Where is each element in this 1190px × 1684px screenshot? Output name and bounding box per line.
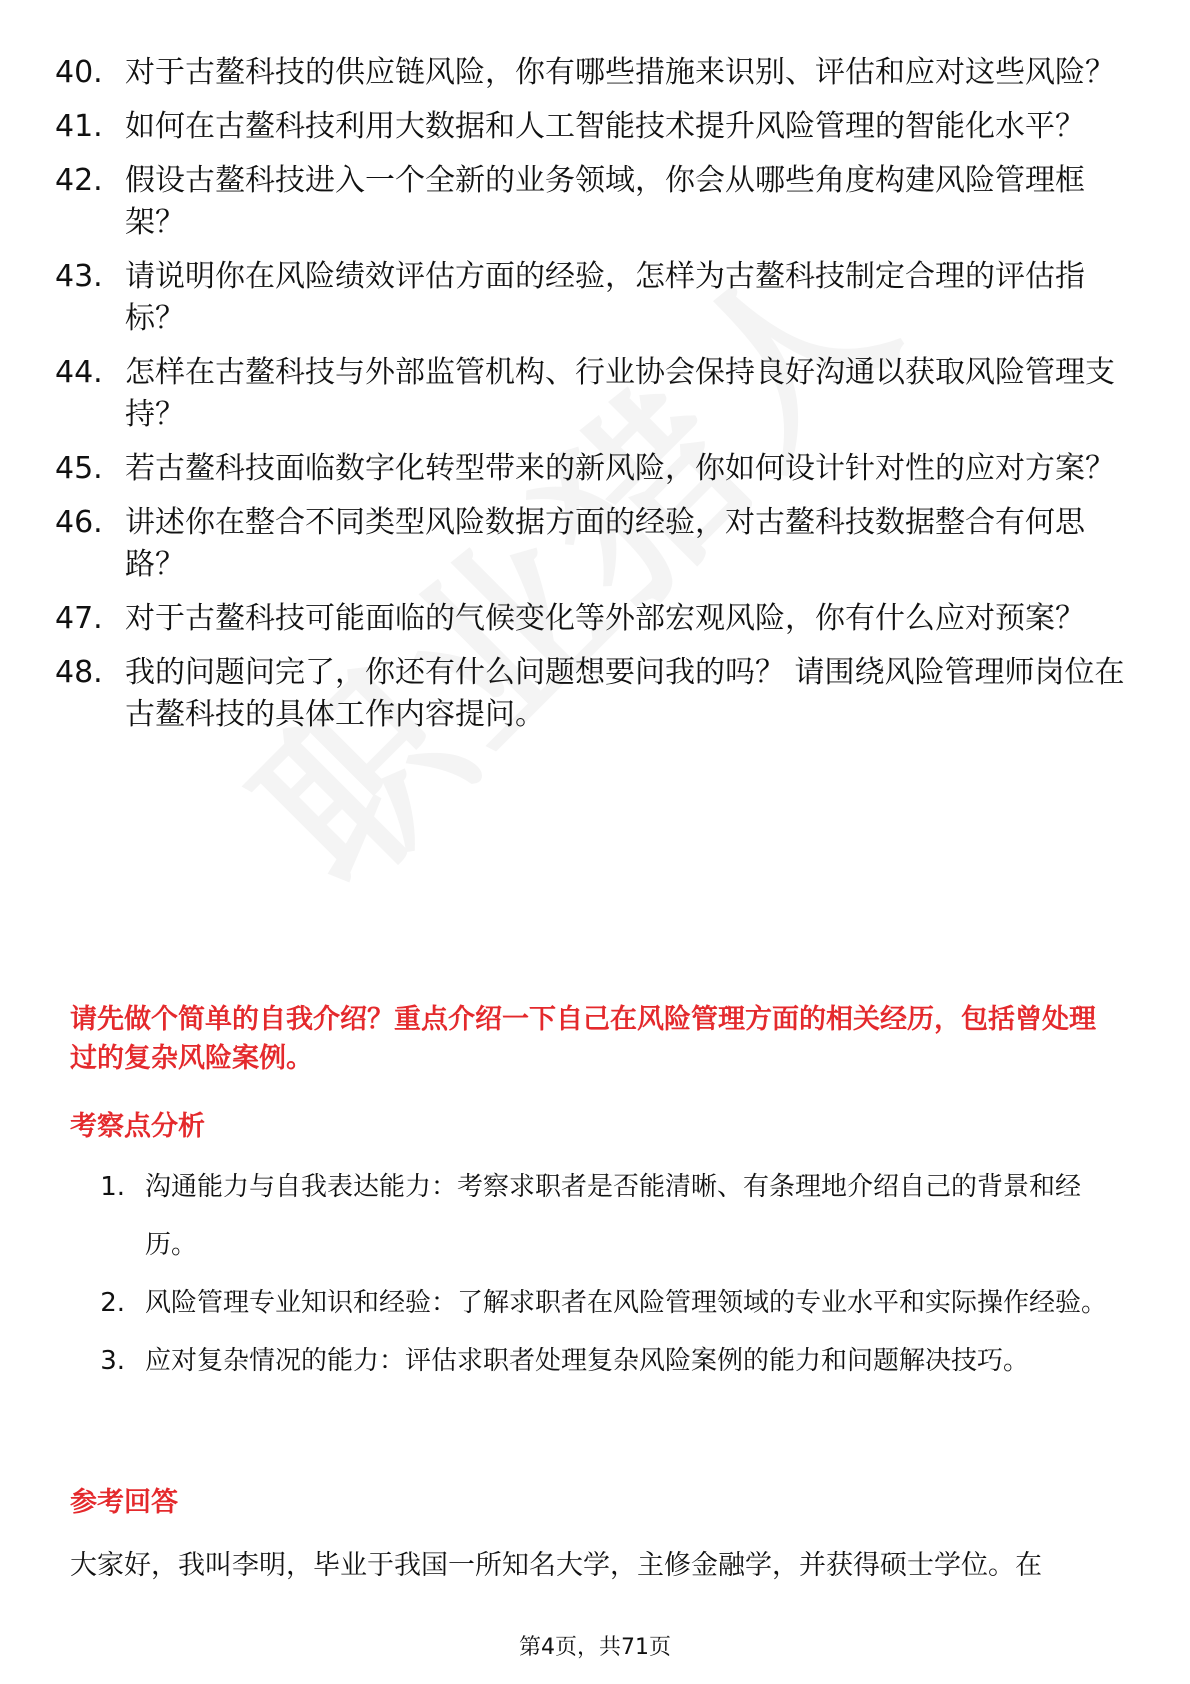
question-number: 44.: [55, 355, 103, 390]
question-text: 对于古鳌科技可能面临的气候变化等外部宏观风险，你有什么应对预案？: [125, 601, 1085, 636]
analysis-list: [70, 1158, 1130, 1390]
page-footer: 第4页，共71页: [519, 1635, 671, 1660]
analysis-text: 应对复杂情况的能力：评估求职者处理复杂风险案例的能力和问题解决技巧。: [145, 1346, 1030, 1376]
analysis-text: 风险管理专业知识和经验：了解求职者在风险管理领域的专业水平和实际操作经验。: [145, 1288, 1108, 1318]
question-text: 假设古鳌科技进入一个全新的业务领域，你会从哪些角度构建风险管理框架？: [125, 163, 1085, 240]
question-text: 若古鳌科技面临数字化转型带来的新风险，你如何设计针对性的应对方案？: [125, 451, 1115, 486]
question-item: [55, 448, 1135, 490]
question-text: 我的问题问完了，你还有什么问题想要问我的吗？ 请围绕风险管理师岗位在古鳌科技的具体工作内容提问。: [125, 655, 1125, 732]
question-item: [55, 352, 1135, 436]
question-number: 40.: [55, 55, 103, 90]
question-number: 48.: [55, 655, 103, 690]
question-number: 45.: [55, 451, 103, 486]
question-number: 42.: [55, 163, 103, 198]
question-number: 47.: [55, 601, 103, 636]
answer-text: 大家好，我叫李明，毕业于我国一所知名大学，主修金融学，并获得硕士学位。在: [70, 1550, 1042, 1581]
analysis-number: 1.: [100, 1172, 125, 1202]
question-item: [55, 52, 1135, 94]
answer-title: 参考回答: [70, 1487, 178, 1518]
question-item: [55, 256, 1135, 340]
analysis-item: [70, 1332, 1130, 1390]
question-number: 43.: [55, 259, 103, 294]
question-number: 46.: [55, 505, 103, 540]
analysis-number: 2.: [100, 1288, 125, 1318]
question-text: 讲述你在整合不同类型风险数据方面的经验，对古鳌科技数据整合有何思路？: [125, 505, 1085, 582]
question-item: [55, 652, 1135, 736]
analysis-text: 沟通能力与自我表达能力：考察求职者是否能清晰、有条理地介绍自己的背景和经历。: [145, 1172, 1082, 1260]
question-item: [55, 502, 1135, 586]
question-item: [55, 106, 1135, 148]
question-item: [55, 598, 1135, 640]
question-item: [55, 160, 1135, 244]
question-number: 41.: [55, 109, 103, 144]
question-text: 如何在古鳌科技利用大数据和人工智能技术提升风险管理的智能化水平？: [125, 109, 1085, 144]
analysis-title: 考察点分析: [70, 1111, 205, 1142]
question-text: 对于古鳌科技的供应链风险，你有哪些措施来识别、评估和应对这些风险？: [125, 55, 1115, 90]
question-text: 请说明你在风险绩效评估方面的经验，怎样为古鳌科技制定合理的评估指标？: [125, 259, 1085, 336]
analysis-item: [70, 1274, 1130, 1332]
analysis-number: 3.: [100, 1346, 125, 1376]
interview-question-heading: 请先做个简单的自我介绍？重点介绍一下自己在风险管理方面的相关经历，包括曾处理过的复杂风险案例。: [70, 1004, 1096, 1074]
analysis-item: [70, 1158, 1130, 1274]
question-text: 怎样在古鳌科技与外部监管机构、行业协会保持良好沟通以获取风险管理支持？: [125, 355, 1115, 432]
question-list: [55, 52, 1135, 748]
